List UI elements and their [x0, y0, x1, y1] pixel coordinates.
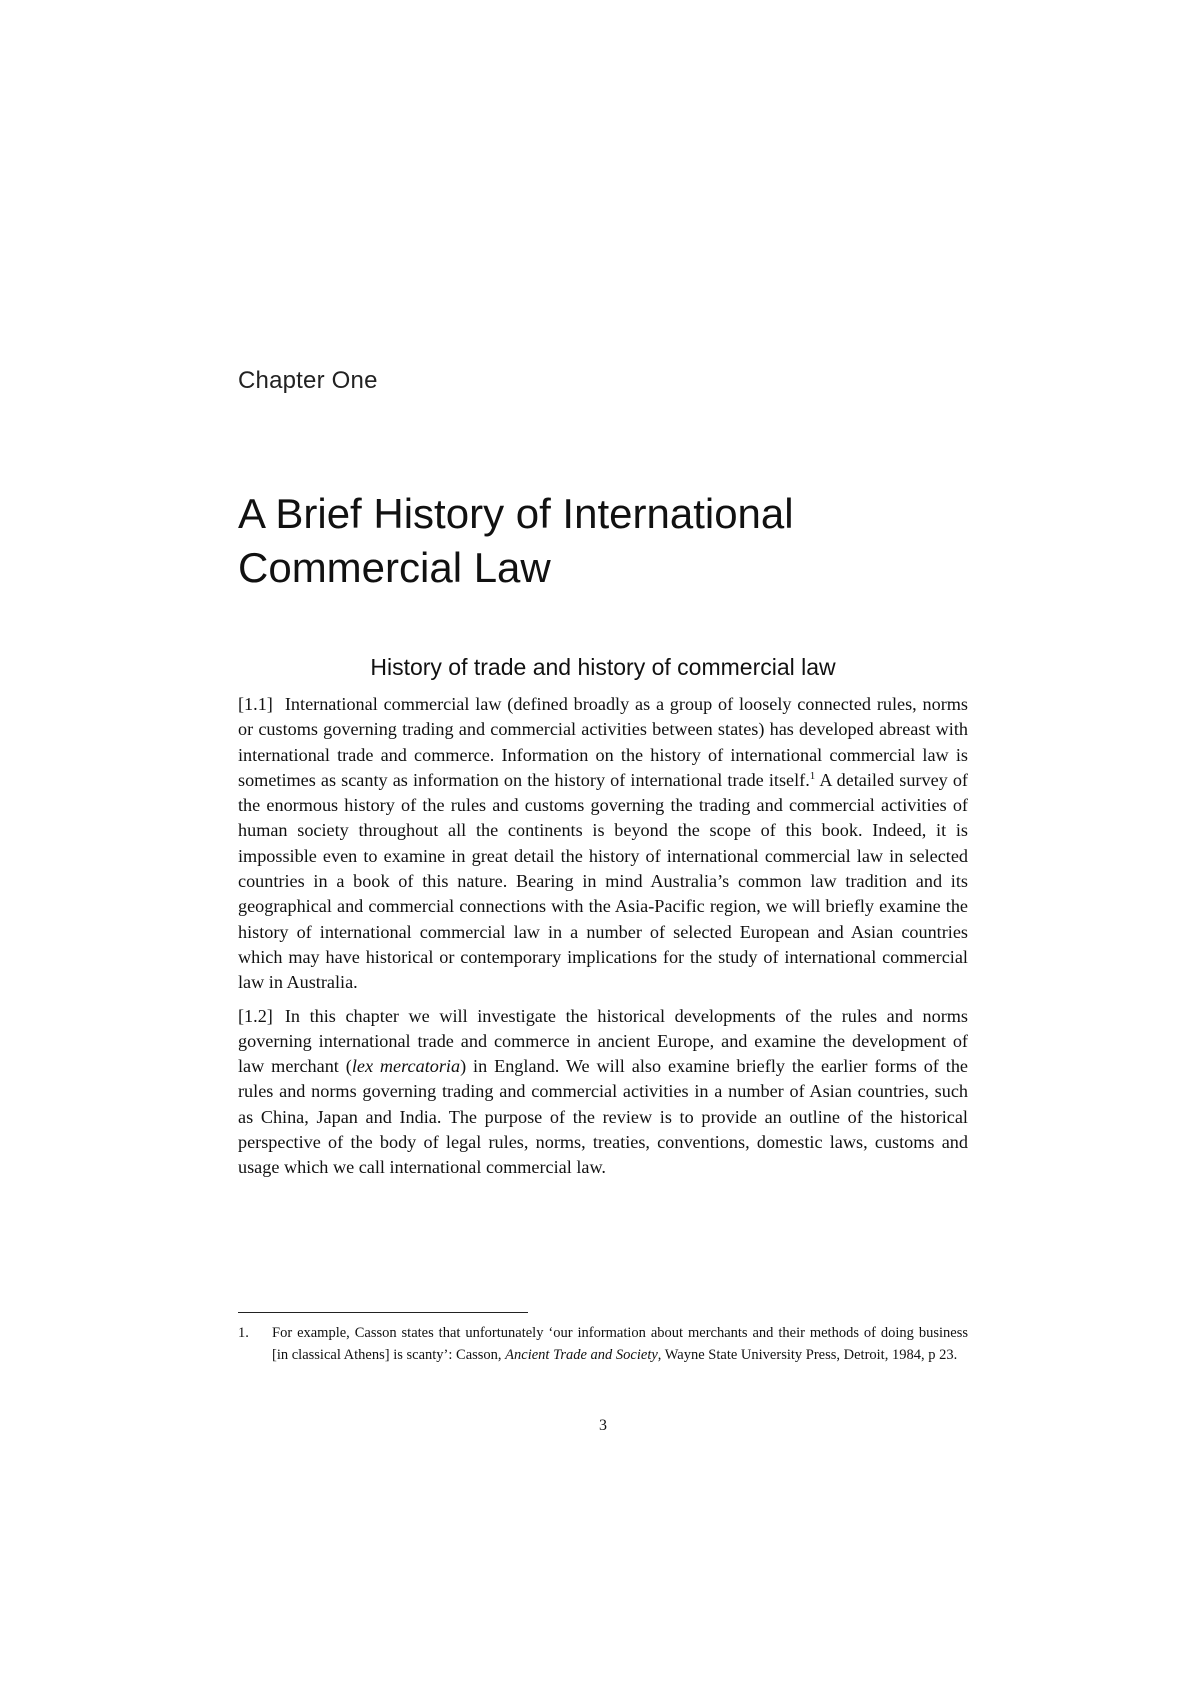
paragraph-text: International commercial law (defined broadly as a group of loosely connected rules, norms or customs governing trading and commercial activities between states) has developed abreast with international trade and commerce. Information on the history of international commercial law is sometimes as scanty as information on the history of international trade itself. [238, 694, 968, 790]
chapter-title-line-1: A Brief History of International [238, 490, 794, 537]
paragraph-1-1 [238, 692, 968, 996]
page-number: 3 [599, 1417, 607, 1434]
body-text [238, 692, 968, 1189]
paragraph-text: A detailed survey of the enormous history of the rules and customs governing the trading and commercial activities of human society throughout all the continents is beyond the scope of this book. Indeed, it is impossible even to examine in great detail the history of international commercial law in selected countries in a book of this nature. Bearing in mind Australia’s common law tradition and its geographical and commercial connections with the Asia-Pacific region, we will briefly examine the history of international commercial law in a number of selected European and Asian countries which may have historical or contemporary implications for the study of international commercial law in Australia. [238, 769, 968, 993]
chapter-title [238, 487, 998, 595]
paragraph-number: [1.2] [238, 1005, 273, 1026]
paragraph-number: [1.1] [238, 694, 273, 714]
footnote-book-title: Ancient Trade and Society [505, 1347, 658, 1363]
italic-term: lex mercatoria [351, 1056, 461, 1077]
paragraph-text: In this chapter we will investigate the historical developments of the rules and norms governing international trade and commerce in ancient Europe, and examine the development of law merchant ( [238, 1005, 968, 1077]
footnote-text [272, 1322, 968, 1366]
footnote-number: 1. [238, 1325, 249, 1341]
footnote-divider [238, 1312, 528, 1313]
footnote-text-part: For example, Casson states that unfortunately ‘our information about merchants and their methods of doing business [in classical Athens] is scanty’: Casson, [272, 1325, 968, 1363]
footnote [238, 1322, 968, 1366]
chapter-title-line-2: Commercial Law [238, 544, 551, 591]
paragraph-1-2 [238, 1004, 968, 1181]
section-heading: History of trade and history of commercial law [370, 654, 836, 680]
footnote-reference[interactable]: 1 [809, 769, 816, 782]
paragraph-text: ) in England. We will also examine briefly the earlier forms of the rules and norms governing trading and commercial activities in a number of Asian countries, such as China, Japan and India. The purpose of the review is to provide an outline of the historical perspective of the body of legal rules, norms, treaties, conventions, domestic laws, customs and usage which we call international commercial law. [238, 1056, 968, 1178]
chapter-label: Chapter One [238, 367, 378, 394]
footnote-text-part: , Wayne State University Press, Detroit, 1984, p 23. [657, 1347, 958, 1363]
